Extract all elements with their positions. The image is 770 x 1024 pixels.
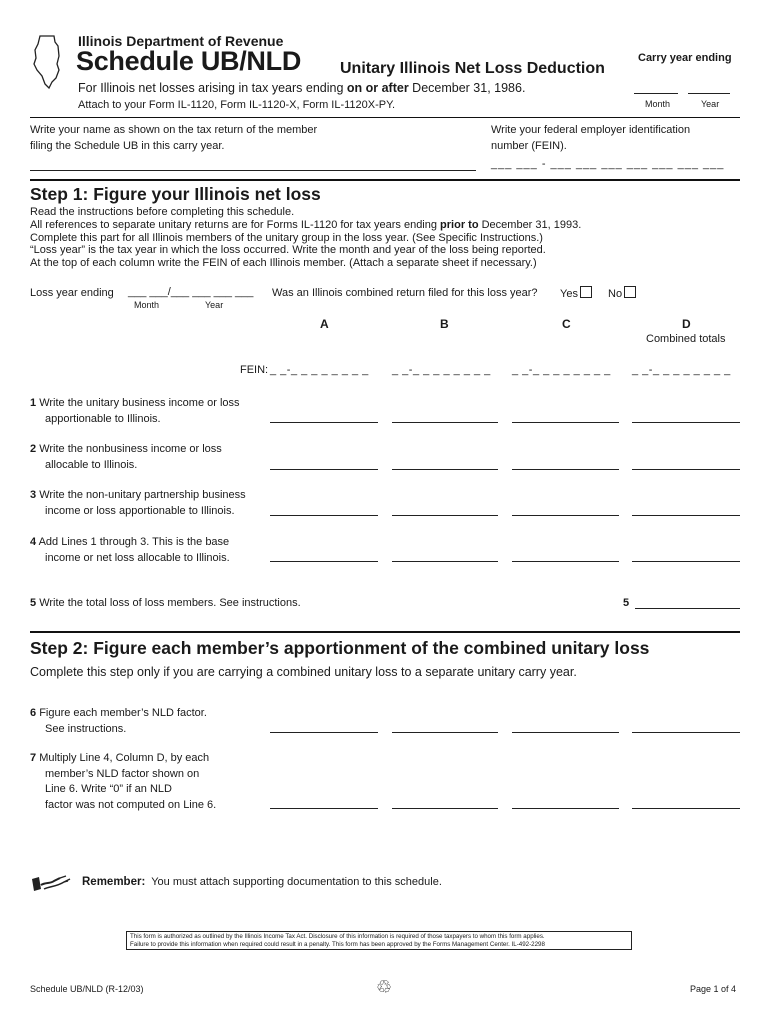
line-4: 4 Add Lines 1 through 3. This is the base income or net loss allocable to Illinois. — [30, 536, 230, 564]
page-number: Page 1 of 4 — [690, 984, 737, 994]
line-1: 1 Write the unitary business income or loss apportionable to Illinois. — [30, 397, 240, 425]
no-checkbox[interactable] — [624, 286, 636, 298]
writing-hand-icon — [30, 873, 72, 893]
line-7-field-a[interactable] — [270, 808, 378, 809]
line-7-field-c[interactable] — [512, 808, 619, 809]
fein-row-label: FEIN: — [240, 364, 269, 376]
line-3-field-a[interactable] — [270, 515, 378, 516]
yes-option[interactable]: Yes — [560, 286, 592, 300]
loss-month-label: Month — [134, 300, 160, 310]
fein-column-a[interactable]: _ _-_ _ _ _ _ _ _ _ — [270, 364, 369, 376]
fein-column-d[interactable]: _ _-_ _ _ _ _ _ _ _ — [632, 364, 731, 376]
line-3-field-c[interactable] — [512, 515, 619, 516]
line-7: 7 Multiply Line 4, Column D, by each member’s NLD factor shown on Line 6. Write “0” if an NLD factor was not computed on Line 6. — [30, 752, 217, 811]
carry-year-label: Carry year ending — [638, 52, 732, 64]
line-7-field-b[interactable] — [392, 808, 498, 809]
loss-year-sub-label: Year — [205, 300, 224, 310]
taxpayer-name-field[interactable] — [30, 170, 476, 171]
line-5: 5 Write the total loss of loss members. See instructions. — [30, 597, 301, 609]
line-6-field-a[interactable] — [270, 732, 378, 733]
header-rule — [30, 117, 740, 118]
line-5-total-field[interactable] — [635, 608, 740, 609]
agency-name: Illinois Department of Revenue — [78, 33, 284, 49]
form-title: Schedule UB/NLD — [76, 46, 302, 76]
line-5-right-number: 5 — [623, 597, 630, 609]
step1-rule — [30, 179, 740, 181]
carry-month-label: Month — [645, 99, 671, 109]
taxpayer-fein-field[interactable]: ___ ___ - ___ ___ ___ ___ ___ ___ ___ — [491, 158, 725, 170]
loss-year-field[interactable]: ___ ___/___ ___ ___ ___ — [128, 286, 254, 298]
line-6-field-c[interactable] — [512, 732, 619, 733]
step1-instructions: Read the instructions before completing this schedule. All references to separate unitary returns are for Forms IL-1120 for tax years ending prior to December 31, 1993. Complete this part for all Illinois members of the unitary group in the loss year. (See Specific Instructions.) “Loss year” is the tax year in which the loss occurred. Write the month and year of the loss being reported. At the top of each column write the FEIN of each Illinois member. (Attach a separate sheet if necessary.) — [30, 206, 582, 270]
fein-column-c[interactable]: _ _-_ _ _ _ _ _ _ _ — [512, 364, 611, 376]
line-6-field-d[interactable] — [632, 732, 740, 733]
combined-return-question: Was an Illinois combined return filed for this loss year? — [272, 287, 538, 299]
remember-note: Remember: You must attach supporting documentation to this schedule. — [82, 876, 442, 888]
line-1-field-b[interactable] — [392, 422, 498, 423]
form-revision: Schedule UB/NLD (R-12/03) — [30, 984, 144, 994]
line-3-field-d[interactable] — [632, 515, 740, 516]
line-3-field-b[interactable] — [392, 515, 498, 516]
line-2-field-b[interactable] — [392, 469, 498, 470]
carry-year-sub-label: Year — [701, 99, 720, 109]
step2-heading: Step 2: Figure each member’s apportionment of the combined unitary loss — [30, 638, 650, 658]
column-d-header: D — [682, 317, 691, 331]
line-1-field-c[interactable] — [512, 422, 619, 423]
line-6: 6 Figure each member’s NLD factor. See instructions. — [30, 707, 207, 735]
disclosure-box: This form is authorized as outlined by the Illinois Income Tax Act. Disclosure of this information is required of those taxpayers to whom this form applies. Failure to provide this information when required could result in a penalty. This form has been approved by the Forms Management Center. IL-492-2298 — [126, 931, 632, 950]
fein-column-b[interactable]: _ _-_ _ _ _ _ _ _ _ — [392, 364, 491, 376]
recycle-icon: ♲ — [376, 977, 393, 997]
line-2: 2 Write the nonbusiness income or loss allocable to Illinois. — [30, 443, 222, 471]
loss-years-note: For Illinois net losses arising in tax years ending on or after December 31, 1986. — [78, 81, 526, 95]
line-1-field-d[interactable] — [632, 422, 740, 423]
step2-intro: Complete this step only if you are carrying a combined unitary loss to a separate unitary carry year. — [30, 665, 577, 679]
line-4-field-a[interactable] — [270, 561, 378, 562]
line-6-field-b[interactable] — [392, 732, 498, 733]
step2-rule — [30, 631, 740, 633]
yes-checkbox[interactable] — [580, 286, 592, 298]
form-subtitle: Unitary Illinois Net Loss Deduction — [340, 60, 605, 77]
line-7-field-d[interactable] — [632, 808, 740, 809]
loss-year-label: Loss year ending — [30, 287, 114, 299]
carry-year-field[interactable] — [688, 93, 730, 94]
name-field-label: Write your name as shown on the tax return of the member filing the Schedule UB in this carry year. — [30, 124, 318, 152]
column-b-header: B — [440, 317, 449, 331]
column-a-header: A — [320, 317, 329, 331]
fein-field-label: Write your federal employer identification number (FEIN). — [491, 124, 691, 152]
line-4-field-b[interactable] — [392, 561, 498, 562]
line-2-field-c[interactable] — [512, 469, 619, 470]
illinois-state-icon — [32, 34, 62, 90]
column-c-header: C — [562, 317, 571, 331]
step1-heading: Step 1: Figure your Illinois net loss — [30, 184, 321, 204]
line-3: 3 Write the non-unitary partnership business income or loss apportionable to Illinois. — [30, 489, 246, 517]
line-1-field-a[interactable] — [270, 422, 378, 423]
combined-totals-label: Combined totals — [646, 333, 726, 345]
carry-month-field[interactable] — [634, 93, 678, 94]
line-4-field-c[interactable] — [512, 561, 619, 562]
no-option[interactable]: No — [608, 286, 636, 300]
attach-note: Attach to your Form IL-1120, Form IL-1120-X, Form IL-1120X-PY. — [78, 99, 396, 111]
line-2-field-a[interactable] — [270, 469, 378, 470]
line-2-field-d[interactable] — [632, 469, 740, 470]
line-4-field-d[interactable] — [632, 561, 740, 562]
